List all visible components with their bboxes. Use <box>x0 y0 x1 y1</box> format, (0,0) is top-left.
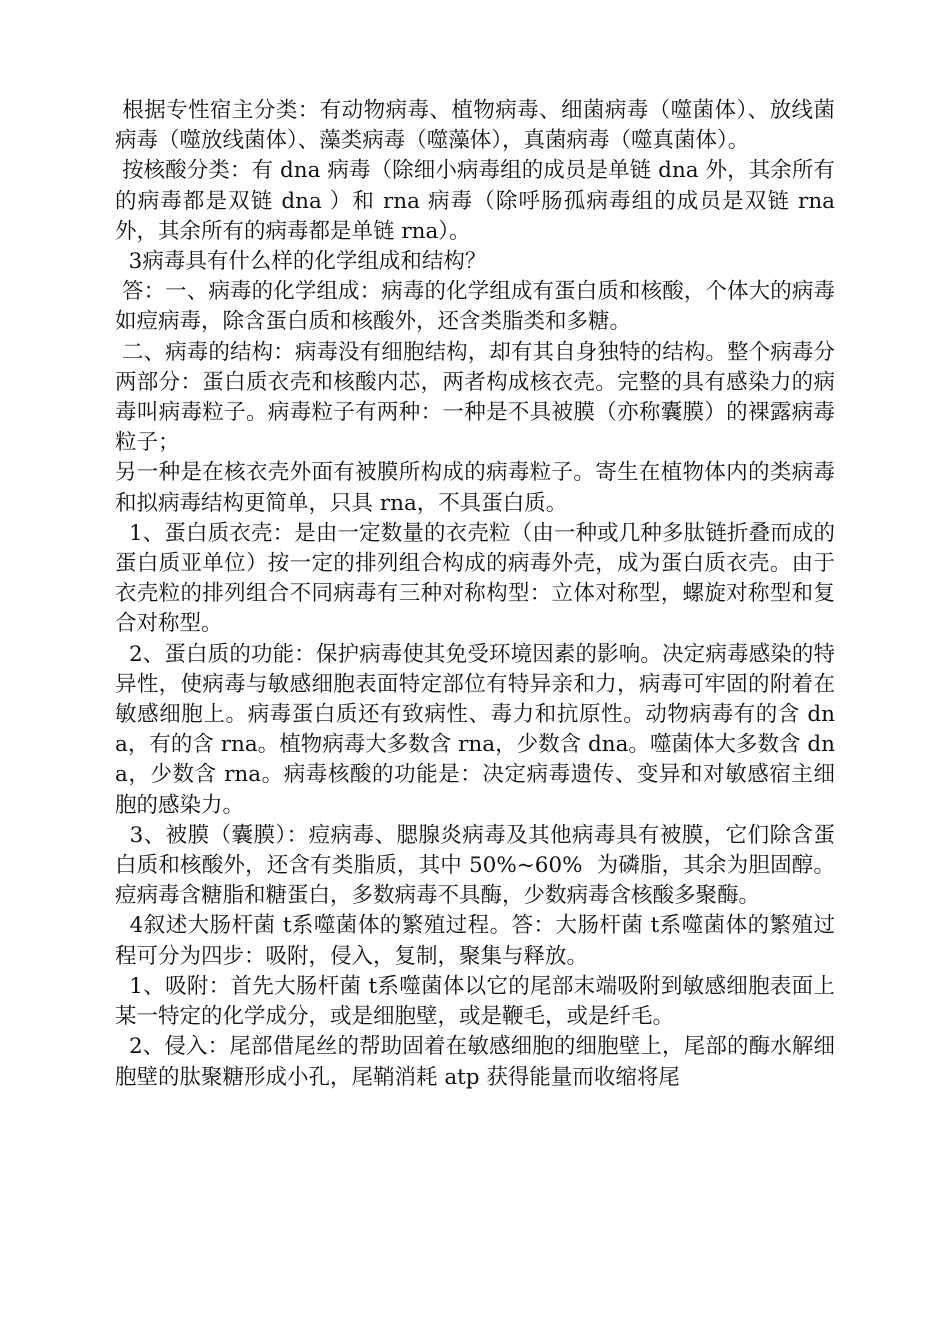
paragraph-virus-structure: 二、病毒的结构：病毒没有细胞结构，却有其自身独特的结构。整个病毒分两部分：蛋白质衣壳和核酸内芯，两者构成核衣壳。完整的具有感染力的病毒叫病毒粒子。病毒粒子有两种：一种是不具被膜（亦称囊膜）的裸露病毒粒子； <box>115 339 835 456</box>
question-3-heading: 3病毒具有什么样的化学组成和结构？ <box>115 249 487 275</box>
paragraph-host-classification: 根据专性宿主分类：有动物病毒、植物病毒、细菌病毒（噬菌体）、放线菌病毒（噬放线菌体）、藻类病毒（噬藻体），真菌病毒（噬真菌体）。 <box>115 98 835 154</box>
question-4-phage-reproduction: 4叙述大肠杆菌 t系噬菌体的繁殖过程。答：大肠杆菌 t系噬菌体的繁殖过程可分为四步：吸附，侵入，复制，聚集与释放。 <box>115 913 836 969</box>
paragraph-protein-function: 2、蛋白质的功能：保护病毒使其免受环境因素的影响。决定病毒感染的特异性，使病毒与敏感细胞表面特定部位有特异亲和力，病毒可牢固的附着在敏感细胞上。病毒蛋白质还有致病性、毒力和抗原性。动物病毒有的含 dna，有的含 rna。植物病毒大多数含 rna，少数含 dna。噬菌体大多数含 dna，少数含 rna。病毒核酸的功能是：决定病毒遗传、变异和对敏感宿主细胞的感染力。 <box>115 641 836 818</box>
paragraph-envelope: 3、被膜（囊膜）：痘病毒、腮腺炎病毒及其他病毒具有被膜，它们除含蛋白质和核酸外，还含有类脂质，其中 50%~60% 为磷脂，其余为胆固醇。痘病毒含糖脂和糖蛋白，多数病毒不具酶，少数病毒含核酸多聚酶。 <box>115 822 835 909</box>
paragraph-adsorption: 1、吸附：首先大肠杆菌 t系噬菌体以它的尾部末端吸附到敏感细胞表面上某一特定的化学成分，或是细胞壁，或是鞭毛，或是纤毛。 <box>115 973 835 1030</box>
paragraph-penetration: 2、侵入：尾部借尾丝的帮助固着在敏感细胞的细胞壁上，尾部的酶水解细胞壁的肽聚糖形成小孔，尾鞘消耗 atp 获得能量而收缩将尾 <box>115 1034 836 1090</box>
document-body <box>115 96 842 1093</box>
paragraph-protein-capsid: 1、蛋白质衣壳：是由一定数量的衣壳粒（由一种或几种多肽链折叠而成的蛋白质亚单位）按一定的排列组合构成的病毒外壳，成为蛋白质衣壳。由于衣壳粒的排列组合不同病毒有三种对称构型：立体对称型，螺旋对称型和复合对称型。 <box>115 520 836 637</box>
paragraph-enveloped-virus: 另一种是在核衣壳外面有被膜所构成的病毒粒子。寄生在植物体内的类病毒和拟病毒结构更简单，只具 rna，不具蛋白质。 <box>115 460 835 516</box>
answer-chemical-composition: 答：一、病毒的化学组成：病毒的化学组成有蛋白质和核酸，个体大的病毒如痘病毒，除含蛋白质和核酸外，还含类脂类和多糖。 <box>115 279 835 335</box>
paragraph-nucleic-acid-classification: 按核酸分类：有 dna 病毒（除细小病毒组的成员是单链 dna 外，其余所有的病毒都是双链 dna ）和 rna 病毒（除呼肠孤病毒组的成员是双链 rna 外，其余所有的病毒都是单链 rna）。 <box>115 158 842 244</box>
